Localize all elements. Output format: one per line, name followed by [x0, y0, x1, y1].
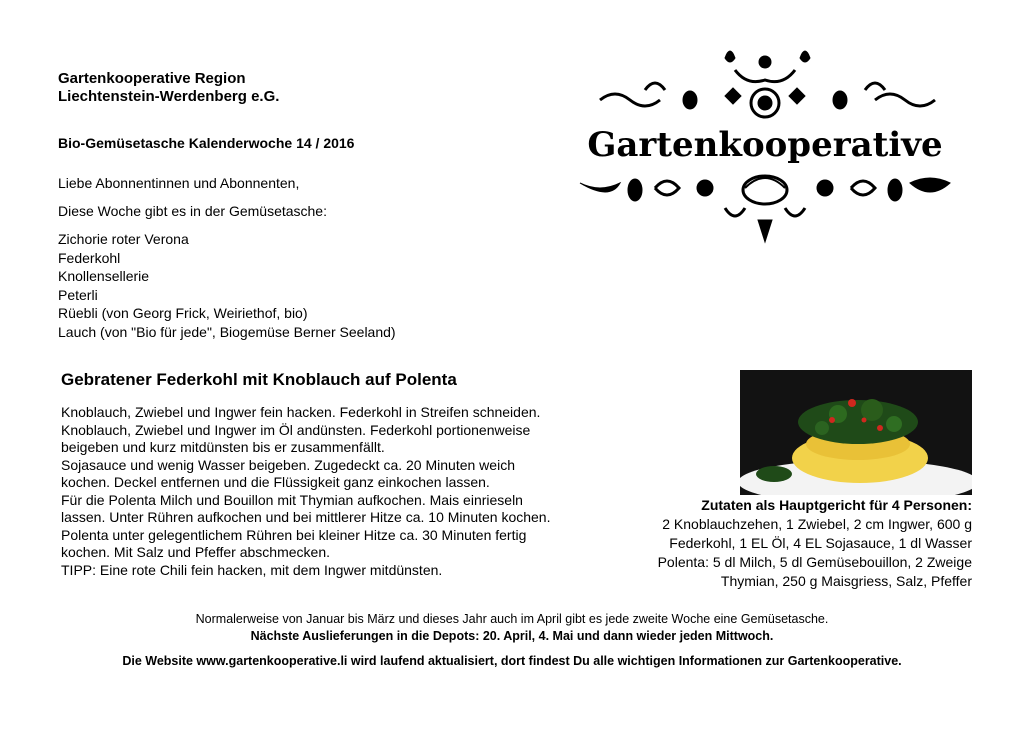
instruction-line: Für die Polenta Milch und Bouillon mit Thymian aufkochen. Mais einrieseln: [61, 491, 523, 508]
list-item: Peterli: [58, 286, 98, 303]
ingredient-line: Polenta: 5 dl Milch, 5 dl Gemüsebouillon, 2 Zweige: [657, 554, 972, 570]
instruction-line: Knoblauch, Zwiebel und Ingwer fein hacken. Federkohl in Streifen schneiden.: [61, 404, 541, 420]
gartenkooperative-logo: [575, 38, 955, 253]
ingredient-line: Federkohl, 1 EL Öl, 4 EL Sojasauce, 1 dl Wasser: [669, 535, 972, 551]
ornament-frame-icon: [743, 176, 787, 204]
carrot-icon: [758, 220, 772, 242]
instruction-line: TIPP: Eine rote Chili fein hacken, mit dem Ingwer mitdünsten.: [61, 561, 443, 578]
list-item: Knollensellerie: [58, 268, 150, 284]
intro-text: Diese Woche gibt es in der Gemüsetasche:: [58, 203, 327, 219]
recipe-title: Gebratener Federkohl mit Knoblauch auf Polenta: [61, 370, 457, 389]
instruction-line: lassen. Unter Rühren aufkochen und bei mittlerer Hitze ca. 10 Minuten kochen.: [61, 509, 551, 525]
tomato-icon: [697, 180, 713, 196]
recipe-instructions: [61, 404, 636, 579]
leaf-ornament-icon: [800, 51, 810, 62]
chili-piece-icon: [848, 399, 856, 407]
leaf-ornament-icon: [725, 51, 735, 62]
logo-wordmark: Gartenkooperative: [587, 125, 943, 165]
list-item: Lauch (von "Bio für jede", Biogemüse Berner Seeland): [58, 323, 396, 340]
instruction-line: Sojasauce und wenig Wasser beigeben. Zugedeckt ca. 20 Minuten weich: [61, 456, 515, 473]
org-line-2: Liechtenstein-Werdenberg e.G.: [58, 88, 280, 105]
instruction-line: Polenta unter gelegentlichem Rühren bei kleiner Hitze ca. 30 Minuten fertig: [61, 526, 527, 543]
instruction-line: kochen. Deckel entfernen und die Flüssigkeit ganz einkochen lassen.: [61, 474, 490, 490]
org-line-1: Gartenkooperative Region: [58, 70, 246, 87]
vegetable-list: [58, 230, 396, 341]
ingredients-box: [612, 496, 972, 591]
chili-icon: [910, 178, 950, 192]
ingredient-line: 2 Knoblauchzehen, 1 Zwiebel, 2 cm Ingwer, 600 g: [662, 516, 972, 532]
instruction-line: kochen. Mit Salz und Pfeffer abschmecken.: [61, 544, 330, 560]
instruction-line: Knoblauch, Zwiebel und Ingwer im Öl andünsten. Federkohl portionenweise: [61, 421, 531, 438]
diamond-ornament-icon: [789, 88, 805, 104]
organization-name: [58, 70, 279, 106]
list-item: Federkohl: [58, 249, 121, 266]
polenta-kale-photo: [740, 370, 972, 495]
next-deliveries: Nächste Auslieferungen in die Depots: 20. April, 4. Mai und dann wieder jeden Mittwoch.: [250, 629, 774, 643]
website-note: Die Website www.gartenkooperative.li wird laufend aktualisiert, dort findest Du alle wichtigen Informationen zur Gartenkooperative.: [122, 654, 902, 668]
flower-bud-icon: [759, 56, 771, 68]
week-heading: Bio-Gemüsetasche Kalenderwoche 14 / 2016: [58, 135, 355, 151]
delivery-schedule-note: Normalerweise von Januar bis März und dieses Jahr auch im April gibt es jede zweite Woche eine Gemüsetasche.: [195, 612, 829, 626]
chili-icon: [580, 183, 620, 192]
corn-icon: [888, 179, 902, 201]
tomato-icon: [817, 180, 833, 196]
garlic-icon: [833, 91, 847, 109]
corn-icon: [628, 179, 642, 201]
diamond-ornament-icon: [725, 88, 741, 104]
garlic-icon: [683, 91, 697, 109]
list-item: Zichorie roter Verona: [58, 231, 189, 247]
greeting: Liebe Abonnentinnen und Abonnenten,: [58, 175, 300, 191]
instruction-line: beigeben und kurz mitdünsten bis er zusammenfällt.: [61, 439, 385, 455]
ingredient-line: Thymian, 250 g Maisgriess, Salz, Pfeffer: [720, 573, 972, 589]
ingredients-title: Zutaten als Hauptgericht für 4 Personen:: [701, 497, 972, 513]
list-item: Rüebli (von Georg Frick, Weiriethof, bio): [58, 305, 308, 321]
